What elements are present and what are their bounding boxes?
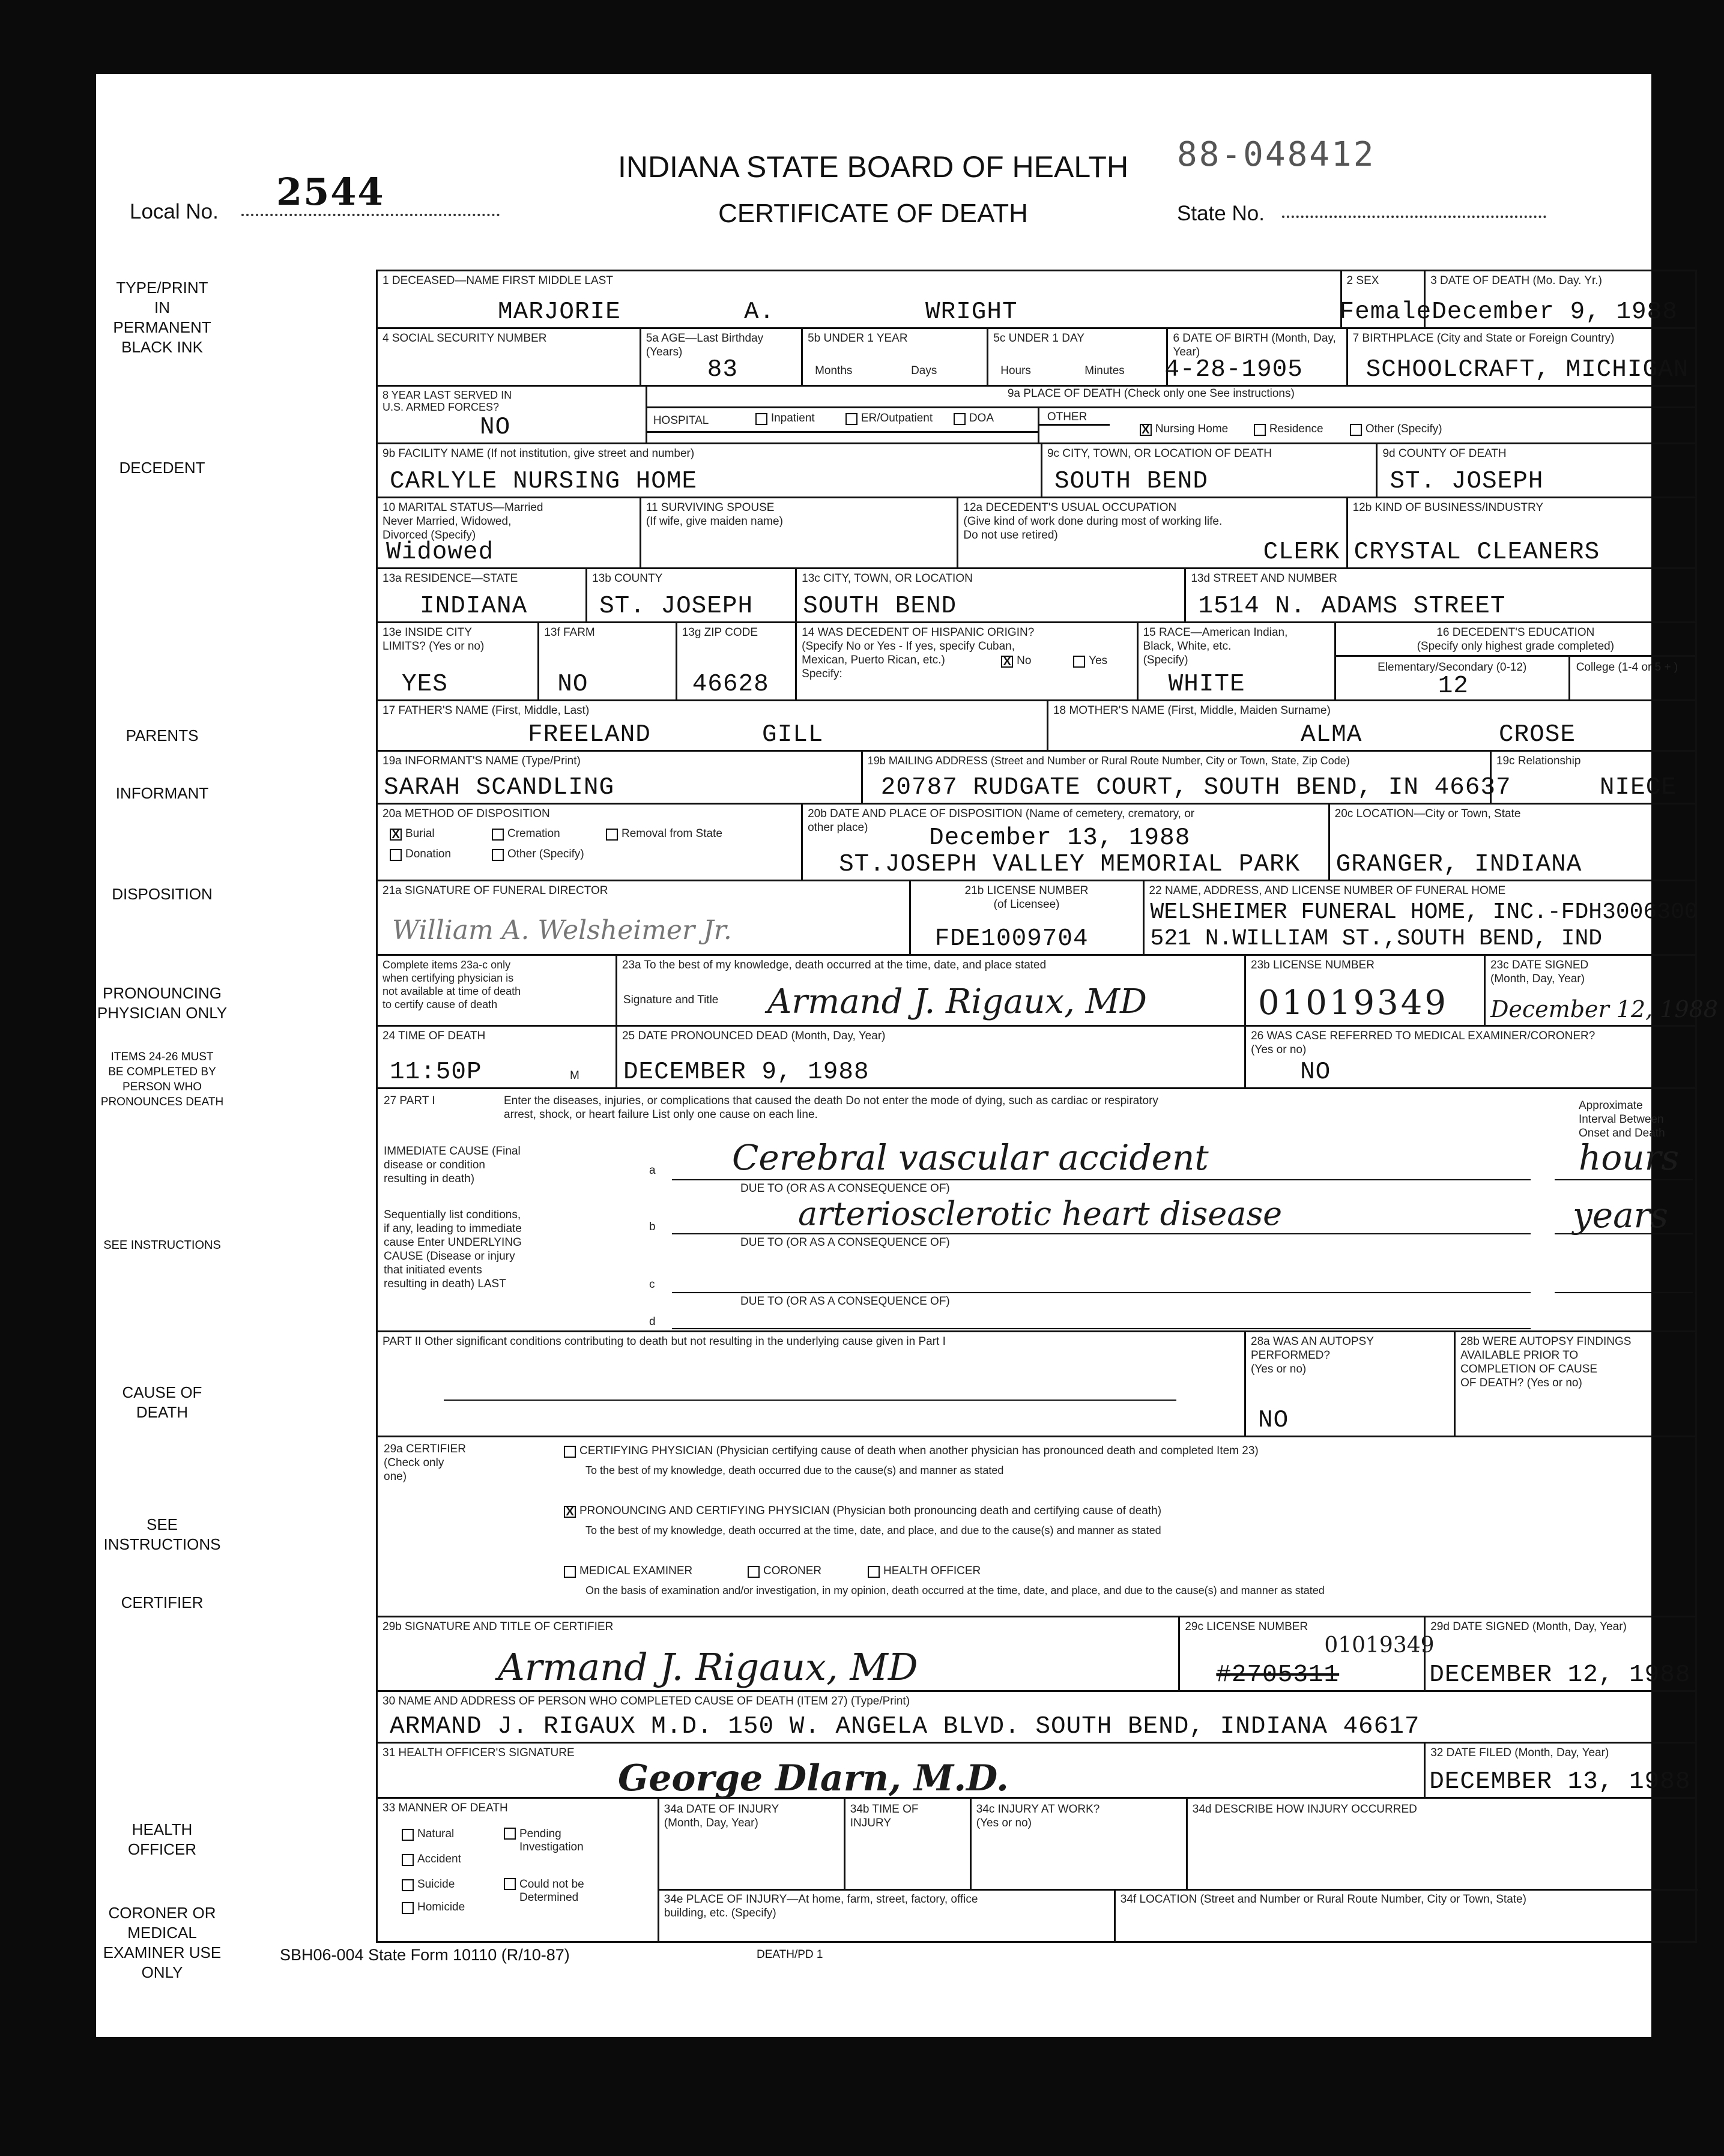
accident-label: Accident (417, 1853, 461, 1865)
field-15-race (1139, 623, 1336, 699)
field-21b-label: 21b LICENSE NUMBER (of Licensee) (964, 884, 1089, 911)
minutes-label: Minutes (1084, 364, 1125, 377)
burial-checkbox[interactable]: X (390, 829, 402, 841)
field-5c-label: 5c UNDER 1 DAY (993, 332, 1084, 345)
field-12a-label: 12a DECEDENT'S USUAL OCCUPATION (Give kind of work done during most of working life. Do not use retired) (963, 501, 1223, 542)
cremation-label: Cremation (507, 827, 560, 840)
field-34b-label: 34b TIME OF INJURY (850, 1803, 919, 1829)
cause-a-value: Cerebral vascular accident (732, 1137, 1209, 1178)
field-17-label: 17 FATHER'S NAME (First, Middle, Last) (383, 704, 590, 717)
field-23-note-text: Complete items 23a-c only when certifying physician is not available at time of death to certify cause of death (383, 959, 521, 1010)
field-27-part2 (378, 1332, 1246, 1436)
death-county-value: ST. JOSEPH (1390, 468, 1544, 495)
side-disposition: DISPOSITION (112, 885, 213, 903)
field-13g-label: 13g ZIP CODE (682, 626, 758, 639)
field-19c-relationship (1492, 752, 1695, 803)
field-28b-findings (1456, 1332, 1695, 1436)
doa-checkbox[interactable] (954, 413, 966, 425)
side-cause-of-death: CAUSE OF DEATH (122, 1383, 202, 1421)
certifier-signature: Armand J. Rigaux, MD (498, 1645, 918, 1689)
certifier-date-value: DECEMBER 12, 1988 (1429, 1661, 1691, 1689)
referred-value: NO (1300, 1058, 1331, 1086)
field-5b-label: 5b UNDER 1 YEAR (808, 332, 908, 345)
er-label: ER/Outpatient (860, 412, 933, 424)
field-20c-location (1330, 805, 1695, 880)
inpatient-label: Inpatient (770, 412, 815, 424)
interval-a-value: hours (1579, 1137, 1680, 1178)
field-13c-city (797, 569, 1186, 621)
field-9c-city (1042, 444, 1378, 497)
burial-label: Burial (405, 827, 435, 840)
field-19b-label: 19b MAILING ADDRESS (Street and Number or Rural Route Number, City or Town, State, Zip Code) (867, 755, 1350, 767)
field-22-label: 22 NAME, ADDRESS, AND LICENSE NUMBER OF FUNERAL HOME (1149, 884, 1506, 897)
form-grid (376, 270, 1718, 1943)
disposition-date-value: December 13, 1988 (929, 824, 1191, 852)
death-city-value: SOUTH BEND (1054, 468, 1208, 495)
field-10-label: 10 MARITAL STATUS—Married Never Married, Widowed, Divorced (Specify) (383, 501, 543, 542)
homicide-label: Homicide (417, 1901, 465, 1913)
residence-city-value: SOUTH BEND (803, 593, 957, 620)
field-11-spouse (641, 498, 959, 567)
part1-instructions: Enter the diseases, injuries, or complications that caused the death Do not enter the mode of dying, such as cardiac or respiratory arrest, shock, or heart failure List only one cause on each line. (504, 1095, 1158, 1121)
other-label: OTHER (1047, 411, 1087, 423)
field-32-label: 32 DATE FILED (Month, Day, Year) (1430, 1747, 1609, 1759)
field-30-completer (378, 1692, 1695, 1742)
suicide-label: Suicide (417, 1878, 455, 1891)
field-7-birthplace (1348, 329, 1695, 385)
inpatient-checkbox[interactable] (755, 413, 767, 425)
city-limits-value: YES (402, 671, 448, 698)
er-checkbox[interactable] (845, 413, 857, 425)
mother-first: ALMA (1300, 721, 1363, 749)
field-34e-label: 34e PLACE OF INJURY—At home, farm, street, factory, office building, etc. (Specify) (664, 1893, 978, 1919)
field-12b-business (1348, 498, 1695, 567)
pronouncing-physician-checkbox[interactable]: X (564, 1506, 576, 1518)
field-26-referred (1246, 1027, 1695, 1087)
field-29c-label: 29c LICENSE NUMBER (1185, 1620, 1308, 1633)
facility-value: CARLYLE NURSING HOME (390, 468, 698, 495)
field-19c-label: 19c Relationship (1496, 755, 1581, 767)
footer-code: DEATH/PD 1 (757, 1948, 823, 1961)
date-of-death-value: December 9, 1988 (1432, 298, 1678, 326)
field-23c-date (1486, 956, 1718, 1025)
cremation-checkbox[interactable] (492, 829, 504, 841)
field-4-label: 4 SOCIAL SECURITY NUMBER (383, 332, 547, 345)
hispanic-yes-checkbox[interactable] (1073, 656, 1085, 668)
business-value: CRYSTAL CLEANERS (1353, 539, 1600, 566)
pronouncing-physician-note: To the best of my knowledge, death occurred at the time, date, and place, and due to the cause(s) and manner as stated (585, 1524, 1161, 1536)
farm-value: NO (557, 671, 588, 698)
other-disposition-label: Other (Specify) (507, 848, 584, 860)
undetermined-checkbox[interactable] (504, 1878, 516, 1890)
field-18-mother (1048, 701, 1695, 750)
hospital-label: HOSPITAL (653, 414, 709, 427)
natural-checkbox[interactable] (402, 1829, 414, 1841)
field-20c-label: 20c LOCATION—City or Town, State (1334, 808, 1521, 820)
field-29d-date (1426, 1617, 1695, 1690)
dob-value: 4-28-1905 (1164, 356, 1303, 384)
completer-value: ARMAND J. RIGAUX M.D. 150 W. ANGELA BLVD. SOUTH BEND, INDIANA 46617 (390, 1713, 1420, 1741)
field-8-armed-forces (378, 387, 647, 442)
approx-interval-label: Approximate Interval Between Onset and Death (1579, 1099, 1665, 1140)
field-29b-signature (378, 1617, 1180, 1690)
mother-last: CROSE (1498, 721, 1576, 749)
homicide-checkbox[interactable] (402, 1902, 414, 1914)
field-13d-label: 13d STREET AND NUMBER (1191, 572, 1337, 585)
field-25-pronounced (617, 1027, 1246, 1087)
line-d-label: d (649, 1315, 656, 1328)
state-no-label: State No. (1177, 202, 1265, 225)
field-15-label: 15 RACE—American Indian, Black, White, etc. (Specify) (1143, 626, 1288, 666)
field-4-ssn (378, 329, 641, 385)
health-officer-checkbox[interactable] (868, 1566, 880, 1578)
field-13e-city-limits (378, 623, 539, 699)
field-29b-label: 29b SIGNATURE AND TITLE OF CERTIFIER (383, 1620, 614, 1633)
donation-checkbox[interactable] (390, 849, 402, 861)
field-28a-label: 28a WAS AN AUTOPSY PERFORMED? (Yes or no) (1251, 1335, 1374, 1375)
certifier-license-correction: 01019349 (1324, 1633, 1435, 1658)
coroner-label: CORONER (763, 1565, 822, 1577)
date-filed-value: DECEMBER 13, 1988 (1429, 1768, 1691, 1796)
armed-forces-value: NO (480, 414, 511, 441)
field-10-marital (378, 498, 641, 567)
cause-b-value: arteriosclerotic heart disease (798, 1195, 1283, 1233)
side-parents: PARENTS (126, 726, 199, 744)
residence-county-value: ST. JOSEPH (599, 593, 754, 620)
health-officer-label: HEALTH OFFICER (883, 1565, 981, 1577)
field-33-manner (378, 1799, 659, 1941)
meridian-label: M (570, 1069, 579, 1082)
field-23b-label: 23b LICENSE NUMBER (1251, 959, 1375, 971)
funeral-home-line2: 521 N.WILLIAM ST.,SOUTH BEND, IND (1150, 926, 1603, 952)
field-7-label: 7 BIRTHPLACE (City and State or Foreign Country) (1352, 332, 1615, 345)
zip-value: 46628 (692, 671, 769, 698)
suicide-checkbox[interactable] (402, 1879, 414, 1891)
removal-label: Removal from State (622, 827, 722, 840)
certifying-physician-checkbox[interactable] (564, 1446, 576, 1458)
field-14-label: 14 WAS DECEDENT OF HISPANIC ORIGIN? (Specify No or Yes - If yes, specify Cuban, Mexican, Puerto Rican, etc.) Specify: (802, 626, 1035, 680)
autopsy-value: NO (1258, 1407, 1289, 1434)
field-9b-facility (378, 444, 1042, 497)
local-no-value: 2544 (276, 170, 385, 214)
field-29a-certifier (378, 1437, 1695, 1616)
field-12a-occupation (958, 498, 1347, 567)
medical-examiner-checkbox[interactable] (564, 1566, 576, 1578)
field-18-label: 18 MOTHER'S NAME (First, Middle, Maiden Surname) (1053, 704, 1331, 717)
field-16-label: 16 DECEDENT'S EDUCATION (Specify only highest grade completed) (1417, 626, 1615, 653)
pending-label: Pending Investigation (519, 1828, 584, 1853)
other-specify-checkbox[interactable] (1350, 424, 1362, 436)
field-21b-license (911, 881, 1145, 954)
field-20a-disposition (378, 805, 803, 880)
form-subtitle: CERTIFICATE OF DEATH (718, 199, 1028, 228)
field-9a-place-of-death (647, 387, 1695, 442)
field-34f-label: 34f LOCATION (Street and Number or Rural Route Number, City or Town, State) (1120, 1893, 1526, 1906)
field-23a-label: 23a To the best of my knowledge, death occurred at the time, date, and place stated (622, 959, 1047, 971)
donation-label: Donation (405, 848, 452, 860)
side-see-instructions-2: SEE INSTRUCTIONS (103, 1515, 221, 1553)
time-of-death-value: 11:50P (390, 1058, 482, 1086)
field-13a-label: 13a RESIDENCE—STATE (383, 572, 518, 585)
nursing-home-label: Nursing Home (1155, 423, 1229, 435)
side-pronouncing: PRONOUNCING PHYSICIAN ONLY (97, 984, 228, 1022)
field-5a-age (641, 329, 803, 385)
certificate-page (96, 74, 1718, 2037)
field-2-sex (1339, 271, 1432, 327)
form-title: INDIANA STATE BOARD OF HEALTH (617, 150, 1129, 184)
health-officer-signature: George Dlarn, M.D. (618, 1757, 1009, 1799)
field-34a-label: 34a DATE OF INJURY (Month, Day, Year) (664, 1803, 779, 1829)
field-13f-farm (539, 623, 677, 699)
field-22-funeral-home (1145, 881, 1698, 954)
field-29d-label: 29d DATE SIGNED (Month, Day, Year) (1430, 1620, 1627, 1633)
father-first: FREELAND (528, 721, 651, 749)
due-to-label-a: DUE TO (OR AS A CONSEQUENCE OF) (740, 1182, 950, 1195)
field-13e-label: 13e INSIDE CITY LIMITS? (Yes or no) (383, 626, 485, 653)
disposition-place-value: ST.JOSEPH VALLEY MEMORIAL PARK (839, 851, 1301, 878)
field-23c-label: 23c DATE SIGNED (Month, Day, Year) (1490, 959, 1589, 985)
field-21a-label: 21a SIGNATURE OF FUNERAL DIRECTOR (383, 884, 608, 897)
marital-value: Widowed (386, 539, 494, 566)
field-13f-label: 13f FARM (544, 626, 595, 639)
deceased-last: WRIGHT (925, 298, 1018, 326)
line-b-label: b (649, 1221, 656, 1233)
field-32-date-filed (1426, 1744, 1695, 1797)
signature-title-label: Signature and Title (623, 994, 719, 1006)
due-to-label-b: DUE TO (OR AS A CONSEQUENCE OF) (740, 1236, 950, 1249)
side-coroner: CORONER OR MEDICAL EXAMINER USE ONLY (103, 1904, 222, 1981)
elementary-label: Elementary/Secondary (0-12) (1378, 661, 1527, 674)
field-1-name (378, 271, 1342, 327)
field-6-dob (1164, 329, 1347, 385)
field-5b-under-year (803, 329, 988, 385)
field-28b-label: 28b WERE AUTOPSY FINDINGS AVAILABLE PRIOR TO COMPLETION OF CAUSE OF DEATH? (Yes or no) (1460, 1335, 1632, 1389)
field-12b-label: 12b KIND OF BUSINESS/INDUSTRY (1352, 501, 1544, 514)
field-5c-under-day (988, 329, 1168, 385)
disposition-location-value: GRANGER, INDIANA (1335, 851, 1582, 878)
side-decedent: DECEDENT (119, 459, 205, 477)
field-19b-address (863, 752, 1511, 803)
line-a-label: a (649, 1164, 656, 1177)
side-certifier: CERTIFIER (121, 1593, 204, 1611)
field-1-label: 1 DECEASED—NAME FIRST MIDDLE LAST (383, 274, 613, 287)
field-20b-label: 20b DATE AND PLACE OF DISPOSITION (Name of cemetery, crematory, or other place) (808, 808, 1195, 834)
director-signature: William A. Welsheimer Jr. (392, 915, 732, 946)
field-20a-label: 20a METHOD OF DISPOSITION (383, 808, 550, 820)
residence-state-value: INDIANA (420, 593, 528, 620)
pronounced-date-value: DECEMBER 9, 1988 (623, 1058, 870, 1086)
field-26-label: 26 WAS CASE REFERRED TO MEDICAL EXAMINER/CORONER? (Yes or no) (1251, 1030, 1595, 1056)
immediate-cause-label: IMMEDIATE CAUSE (Final disease or condition resulting in death) (384, 1145, 521, 1185)
removal-checkbox[interactable] (606, 829, 618, 841)
months-label: Months (815, 364, 853, 377)
date-signed-23c-value: December 12, 1988 (1490, 996, 1718, 1022)
field-27-part1 (378, 1089, 1695, 1330)
birthplace-value: SCHOOLCRAFT, MICHIGAN (1366, 356, 1689, 384)
part2-label: PART II Other significant conditions contributing to death but not resulting in the underlying cause given in Part I (383, 1335, 946, 1348)
part1-label: 27 PART I (384, 1095, 435, 1107)
field-13a-state (378, 569, 587, 621)
doa-label: DOA (969, 412, 994, 424)
field-21a-director-signature (378, 881, 911, 954)
field-30-label: 30 NAME AND ADDRESS OF PERSON WHO COMPLETED CAUSE OF DEATH (ITEM 27) (Type/Print) (383, 1695, 910, 1708)
residence-street-value: 1514 N. ADAMS STREET (1198, 593, 1506, 620)
deceased-middle: A. (744, 298, 775, 326)
field-13c-label: 13c CITY, TOWN, OR LOCATION (802, 572, 973, 585)
natural-label: Natural (417, 1828, 455, 1840)
field-9d-county (1378, 444, 1695, 497)
residence-label: Residence (1269, 423, 1323, 435)
informant-address-value: 20787 RUDGATE COURT, SOUTH BEND, IN 46637 (880, 774, 1511, 802)
funeral-home-line1: WELSHEIMER FUNERAL HOME, INC.-FDH3006300 (1150, 899, 1698, 925)
field-34-injury (659, 1799, 1695, 1941)
side-type-print: TYPE/PRINT IN PERMANENT BLACK INK (113, 279, 211, 356)
deceased-first: MARJORIE (498, 298, 621, 326)
field-19a-informant (378, 752, 863, 803)
occupation-value: CLERK (1263, 539, 1340, 566)
medical-examiner-label: MEDICAL EXAMINER (579, 1565, 693, 1577)
age-value: 83 (707, 356, 739, 384)
field-29c-license (1180, 1617, 1435, 1690)
field-9b-label: 9b FACILITY NAME (If not institution, give street and number) (383, 447, 695, 460)
director-license-value: FDE1009704 (934, 925, 1089, 953)
sex-value: Female (1339, 298, 1432, 326)
side-health-officer: HEALTH OFFICER (127, 1820, 197, 1858)
college-label: College (1-4 or 5 + ) (1576, 661, 1678, 674)
residence-checkbox[interactable] (1254, 424, 1266, 436)
field-34c-label: 34c INJURY AT WORK? (Yes or no) (976, 1803, 1100, 1829)
field-23-note (378, 956, 617, 1025)
field-17-father (378, 701, 1048, 750)
field-23a-signature (617, 956, 1246, 1025)
hours-label: Hours (1000, 364, 1031, 377)
state-no-value: 88-048412 (1177, 135, 1376, 174)
relationship-value: NIECE (1599, 774, 1677, 802)
days-label: Days (911, 364, 937, 377)
footer-form-number: SBH06-004 State Form 10110 (R/10-87) (280, 1946, 570, 1964)
field-31-label: 31 HEALTH OFFICER'S SIGNATURE (383, 1747, 575, 1759)
coroner-checkbox[interactable] (748, 1566, 760, 1578)
interval-b-value: years (1573, 1195, 1669, 1236)
field-24-time (378, 1027, 617, 1087)
field-28a-autopsy (1246, 1332, 1456, 1436)
field-13d-street (1186, 569, 1695, 621)
field-25-label: 25 DATE PRONOUNCED DEAD (Month, Day, Year) (622, 1030, 886, 1042)
race-value: WHITE (1168, 671, 1245, 698)
hispanic-no-checkbox[interactable]: X (1001, 656, 1013, 668)
medical-examiner-note: On the basis of examination and/or investigation, in my opinion, death occurred at the time, date, and place, and due to the cause(s) and manner as stated (585, 1584, 1325, 1596)
local-no-label: Local No. (130, 200, 219, 223)
sequential-label: Sequentially list conditions, if any, leading to immediate cause Enter UNDERLYING CAUSE (Disease or injury that initiated events resulting in death) LAST (384, 1209, 522, 1290)
field-3-date-of-death (1426, 271, 1695, 327)
field-13b-label: 13b COUNTY (592, 572, 663, 585)
side-items-note: ITEMS 24-26 MUST BE COMPLETED BY PERSON WHO PRONOUNCES DEATH (100, 1051, 224, 1108)
field-9d-label: 9d COUNTY OF DEATH (1382, 447, 1507, 460)
certifying-physician-label: CERTIFYING PHYSICIAN (Physician certifying cause of death when another physician has pronounced death and completed Item 23) (579, 1445, 1259, 1457)
field-31-health-officer (378, 1744, 1426, 1797)
field-9c-label: 9c CITY, TOWN, OR LOCATION OF DEATH (1047, 447, 1272, 460)
field-13b-county (587, 569, 797, 621)
hispanic-no-label: No (1017, 654, 1032, 667)
side-see-instructions: SEE INSTRUCTIONS (103, 1239, 221, 1252)
hispanic-yes-label: Yes (1089, 654, 1108, 667)
other-disposition-checkbox[interactable] (492, 849, 504, 861)
due-to-label-c: DUE TO (OR AS A CONSEQUENCE OF) (740, 1295, 950, 1308)
license-23b-value: 01019349 (1258, 983, 1449, 1022)
field-29a-label: 29a CERTIFIER (Check only one) (384, 1443, 466, 1483)
physician-signature-23a: Armand J. Rigaux, MD (767, 982, 1147, 1021)
other-specify-label: Other (Specify) (1365, 423, 1442, 435)
field-3-label: 3 DATE OF DEATH (Mo. Day. Yr.) (1430, 274, 1602, 287)
informant-value: SARAH SCANDLING (384, 774, 615, 802)
field-20b-date-place (803, 805, 1330, 880)
field-13g-zip (677, 623, 797, 699)
undetermined-label: Could not be Determined (519, 1878, 584, 1904)
field-9a-label: 9a PLACE OF DEATH (Check only one See instructions) (1007, 387, 1295, 400)
field-16-education (1336, 623, 1695, 699)
field-2-label: 2 SEX (1346, 274, 1379, 287)
accident-checkbox[interactable] (402, 1854, 414, 1866)
field-23b-license (1246, 956, 1486, 1025)
field-6-label: 6 DATE OF BIRTH (Month, Day, Year) (1173, 332, 1336, 358)
field-24-label: 24 TIME OF DEATH (383, 1030, 486, 1042)
education-value: 12 (1438, 672, 1469, 700)
field-14-hispanic (797, 623, 1138, 699)
pronouncing-physician-label: PRONOUNCING AND CERTIFYING PHYSICIAN (Physician both pronouncing death and certifying cause of death) (579, 1505, 1162, 1517)
side-informant: INFORMANT (115, 784, 209, 802)
nursing-home-checkbox[interactable]: X (1140, 424, 1152, 436)
field-11-label: 11 SURVIVING SPOUSE (If wife, give maiden name) (646, 501, 783, 528)
certifier-license-value: #2705311 (1216, 1661, 1340, 1689)
certifying-physician-note: To the best of my knowledge, death occurred due to the cause(s) and manner as stated (585, 1464, 1004, 1476)
field-19a-label: 19a INFORMANT'S NAME (Type/Print) (383, 755, 581, 767)
field-33-label: 33 MANNER OF DEATH (383, 1802, 508, 1814)
field-5a-label: 5a AGE—Last Birthday (Years) (646, 332, 764, 358)
line-c-label: c (649, 1278, 655, 1291)
pending-checkbox[interactable] (504, 1828, 516, 1840)
field-8-label: 8 YEAR LAST SERVED IN U.S. ARMED FORCES? (383, 389, 512, 413)
field-34d-label: 34d DESCRIBE HOW INJURY OCCURRED (1192, 1803, 1417, 1816)
father-last: GILL (762, 721, 824, 749)
